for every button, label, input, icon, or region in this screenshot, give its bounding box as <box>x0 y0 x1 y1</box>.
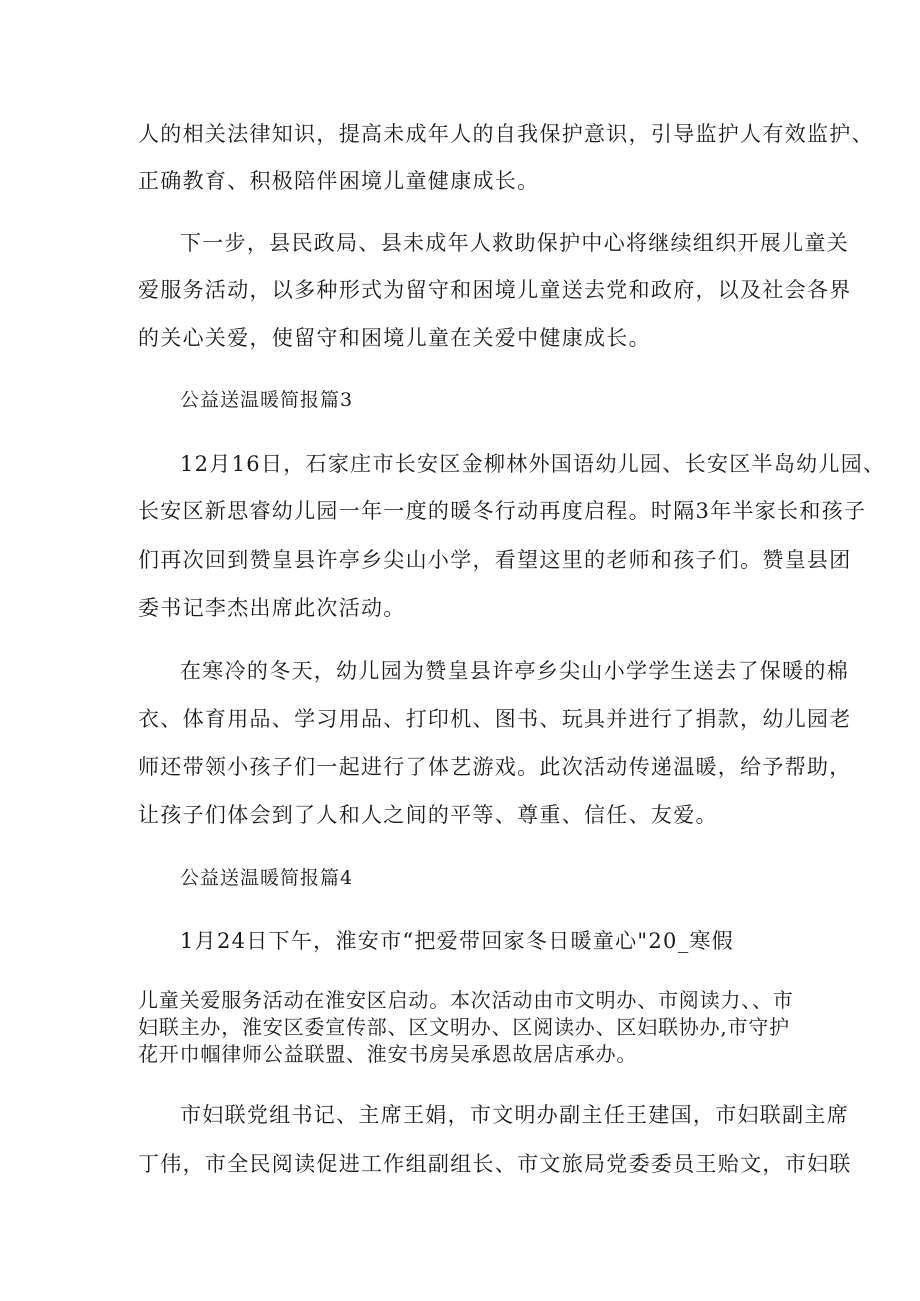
section-heading: 公益送温暖简报篇3 <box>180 389 354 411</box>
text-line: 委书记李杰出席此次活动。 <box>138 596 406 620</box>
text-line: 的关心关爱，使留守和困境儿童在关爱中健康成长。 <box>138 326 651 350</box>
text-line: 妇联主办，淮安区委宣传部、区文明办、区阅读办、区妇联协办,市守护 <box>138 1015 790 1039</box>
text-line: 长安区新思睿幼儿园一年一度的暖冬行动再度启程。时隔3年半家长和孩子 <box>138 499 867 523</box>
text-line: 花开巾帼律师公益联盟、淮安书房吴承恩故居店承办。 <box>138 1042 638 1066</box>
text-line: 们再次回到赞皇县许亭乡尖山小学，看望这里的老师和孩子们。赞皇县团 <box>138 548 852 572</box>
text-line: 师还带领小孩子们一起进行了体艺游戏。此次活动传递温暖，给予帮助， <box>138 755 852 779</box>
text-line: 12月16日，石家庄市长安区金柳林外国语幼儿园、长安区半岛幼儿园、 <box>180 452 886 476</box>
text-line: 正确教育、积极陪伴困境儿童健康成长。 <box>138 169 540 193</box>
text-line: 爱服务活动，以多种形式为留守和困境儿童送去党和政府，以及社会各界 <box>138 278 852 302</box>
text-line: 下一步，县民政局、县未成年人救助保护中心将继续组织开展儿童关 <box>180 231 849 255</box>
text-line: 人的相关法律知识，提高未成年人的自我保护意识，引导监护人有效监护、 <box>138 122 874 146</box>
text-line: 在寒冷的冬天，幼儿园为赞皇县许亭乡尖山小学学生送去了保暖的棉 <box>180 659 849 683</box>
section-heading: 公益送温暖简报篇4 <box>180 867 354 889</box>
text-line: 衣、体育用品、学习用品、打印机、图书、玩具并进行了捐款，幼儿园老 <box>138 707 852 731</box>
text-line: 市妇联党组书记、主席王娟，市文明办副主任王建国，市妇联副主席 <box>180 1103 849 1127</box>
text-line: 1月24日下午，淮安市“把爱带回家冬日暖童心"20_寒假 <box>180 929 735 953</box>
text-line: 丁伟，市全民阅读促进工作组副组长、市文旅局党委委员王贻文，市妇联 <box>138 1152 852 1176</box>
text-line: 儿童关爱服务活动在淮安区启动。本次活动由市文明办、市阅读力、、市 <box>138 988 794 1012</box>
text-line: 让孩子们体会到了人和人之间的平等、尊重、信任、友爱。 <box>138 803 718 827</box>
